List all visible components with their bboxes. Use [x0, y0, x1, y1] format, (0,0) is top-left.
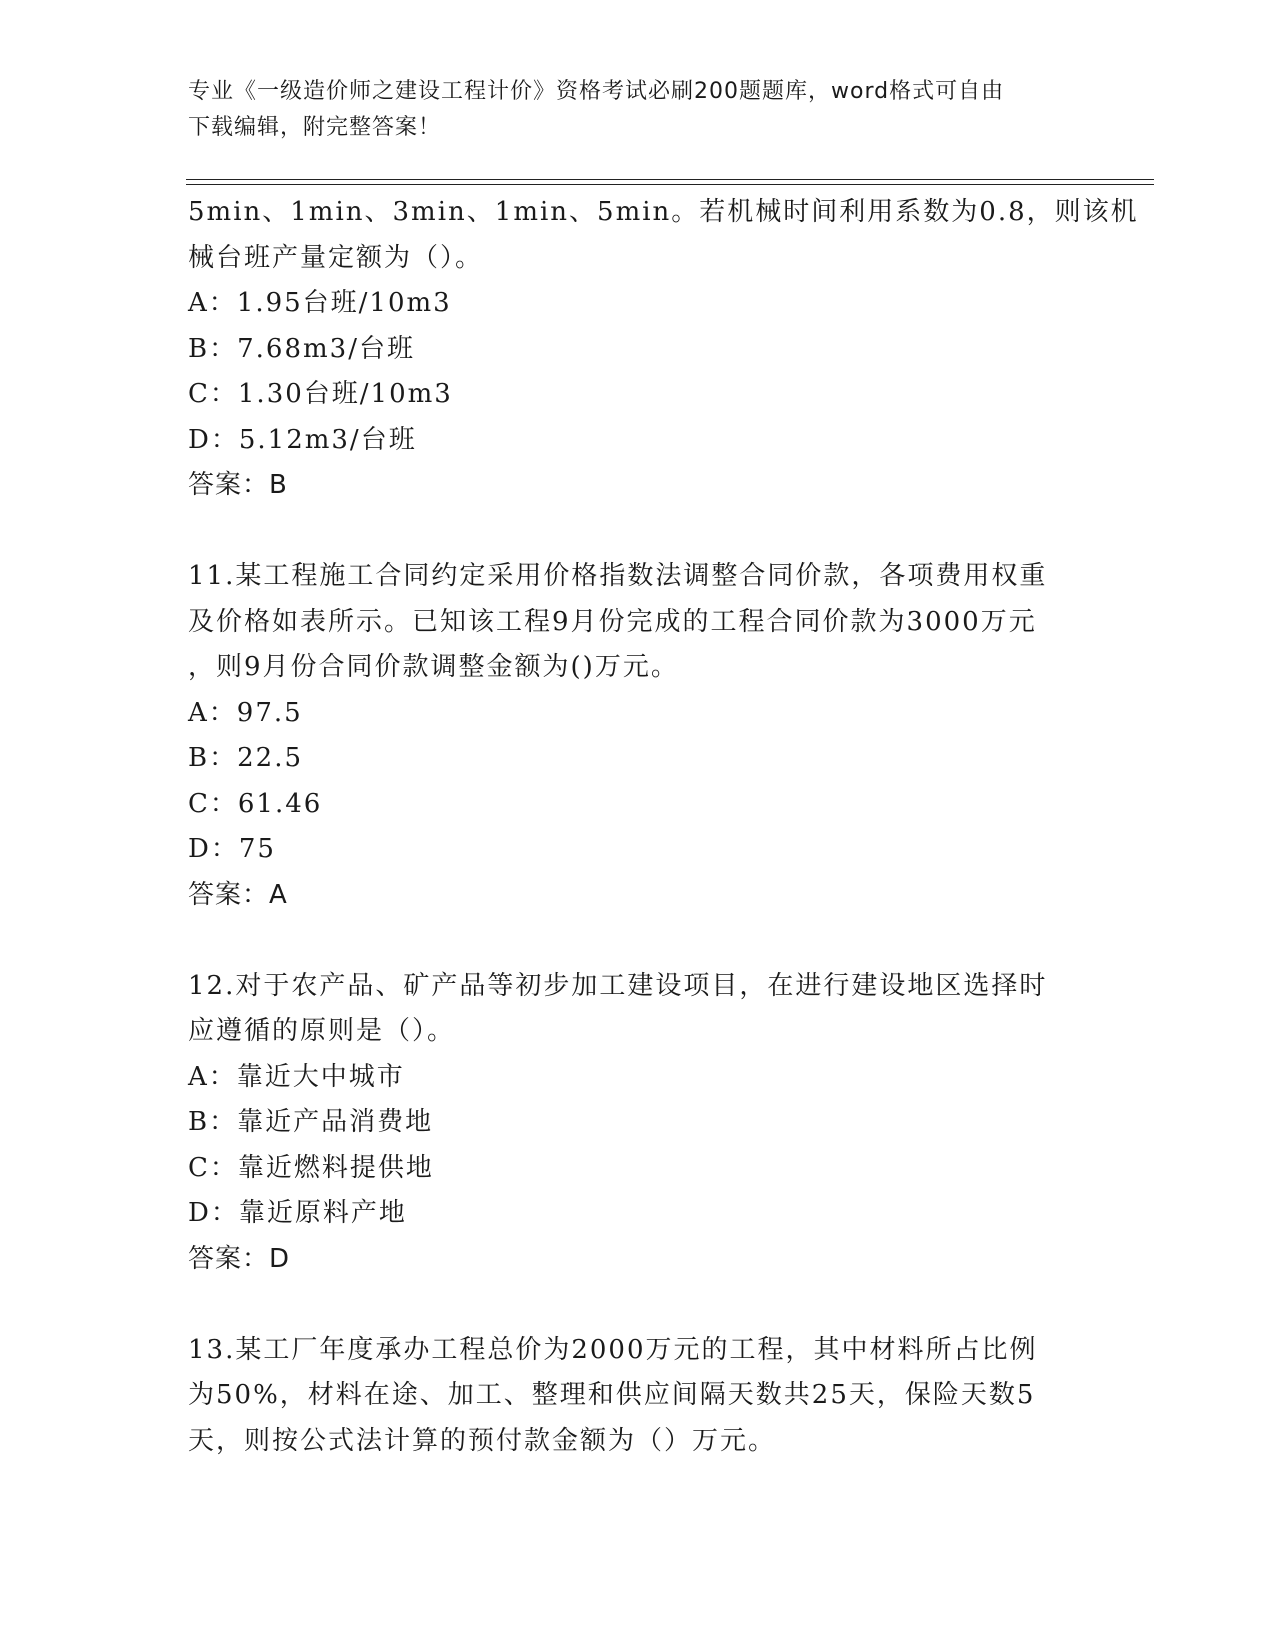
question-12	[188, 964, 1088, 1283]
answer-line: 答案：D	[188, 1243, 291, 1274]
option-c: C：靠近燃料提供地	[188, 1152, 434, 1183]
header-divider-top	[186, 179, 1154, 180]
question-spacer	[188, 509, 1088, 555]
question-stem-line: 11.某工程施工合同约定采用价格指数法调整合同价款，各项费用权重	[188, 561, 1048, 591]
document-body	[188, 190, 1139, 1464]
question-stem-line: 5min、1min、3min、1min、5min。若机械时间利用系数为0.8，则该机	[188, 197, 1139, 227]
question-stem-line: 为50%，材料在途、加工、整理和供应间隔天数共25天，保险天数5	[188, 1380, 1036, 1410]
question-stem-line: 械台班产量定额为（）。	[188, 242, 484, 273]
option-a: A：靠近大中城市	[188, 1061, 405, 1092]
option-d: D：靠近原料产地	[188, 1198, 407, 1228]
header-line-2: 下载编辑，附完整答案！	[188, 115, 442, 140]
option-b: B：7.68m3/台班	[188, 333, 415, 364]
question-10	[188, 190, 1139, 509]
question-stem-line: 12.对于农产品、矿产品等初步加工建设项目，在进行建设地区选择时	[188, 970, 1048, 1001]
question-stem-line: 及价格如表所示。已知该工程9月份完成的工程合同价款为3000万元	[188, 606, 1037, 637]
header-line-1: 专业《一级造价师之建设工程计价》资格考试必刷200题题库，word格式可自由	[188, 79, 1005, 104]
option-b: B：靠近产品消费地	[188, 1107, 434, 1137]
question-13	[188, 1328, 1088, 1465]
document-header	[188, 74, 1078, 146]
option-b: B：22.5	[188, 743, 303, 773]
option-a: A：97.5	[188, 697, 303, 728]
question-spacer	[188, 918, 1088, 964]
question-stem-line: 天，则按公式法计算的预付款金额为（）万元。	[188, 1425, 777, 1456]
question-11	[188, 554, 1088, 918]
option-a: A：1.95台班/10m3	[188, 288, 452, 318]
question-spacer	[188, 1282, 1088, 1328]
option-d: D：75	[188, 834, 276, 864]
question-stem-line: 13.某工厂年度承办工程总价为2000万元的工程，其中材料所占比例	[188, 1334, 1038, 1365]
answer-line: 答案：A	[188, 879, 288, 910]
option-c: C：61.46	[188, 788, 323, 819]
option-c: C：1.30台班/10m3	[188, 379, 453, 409]
question-stem-line: 应遵循的原则是（）。	[188, 1016, 456, 1046]
question-stem-line: ，则9月份合同价款调整金额为()万元。	[188, 652, 679, 682]
header-divider-bottom	[186, 184, 1154, 185]
answer-line: 答案：B	[188, 470, 288, 500]
option-d: D：5.12m3/台班	[188, 424, 417, 455]
